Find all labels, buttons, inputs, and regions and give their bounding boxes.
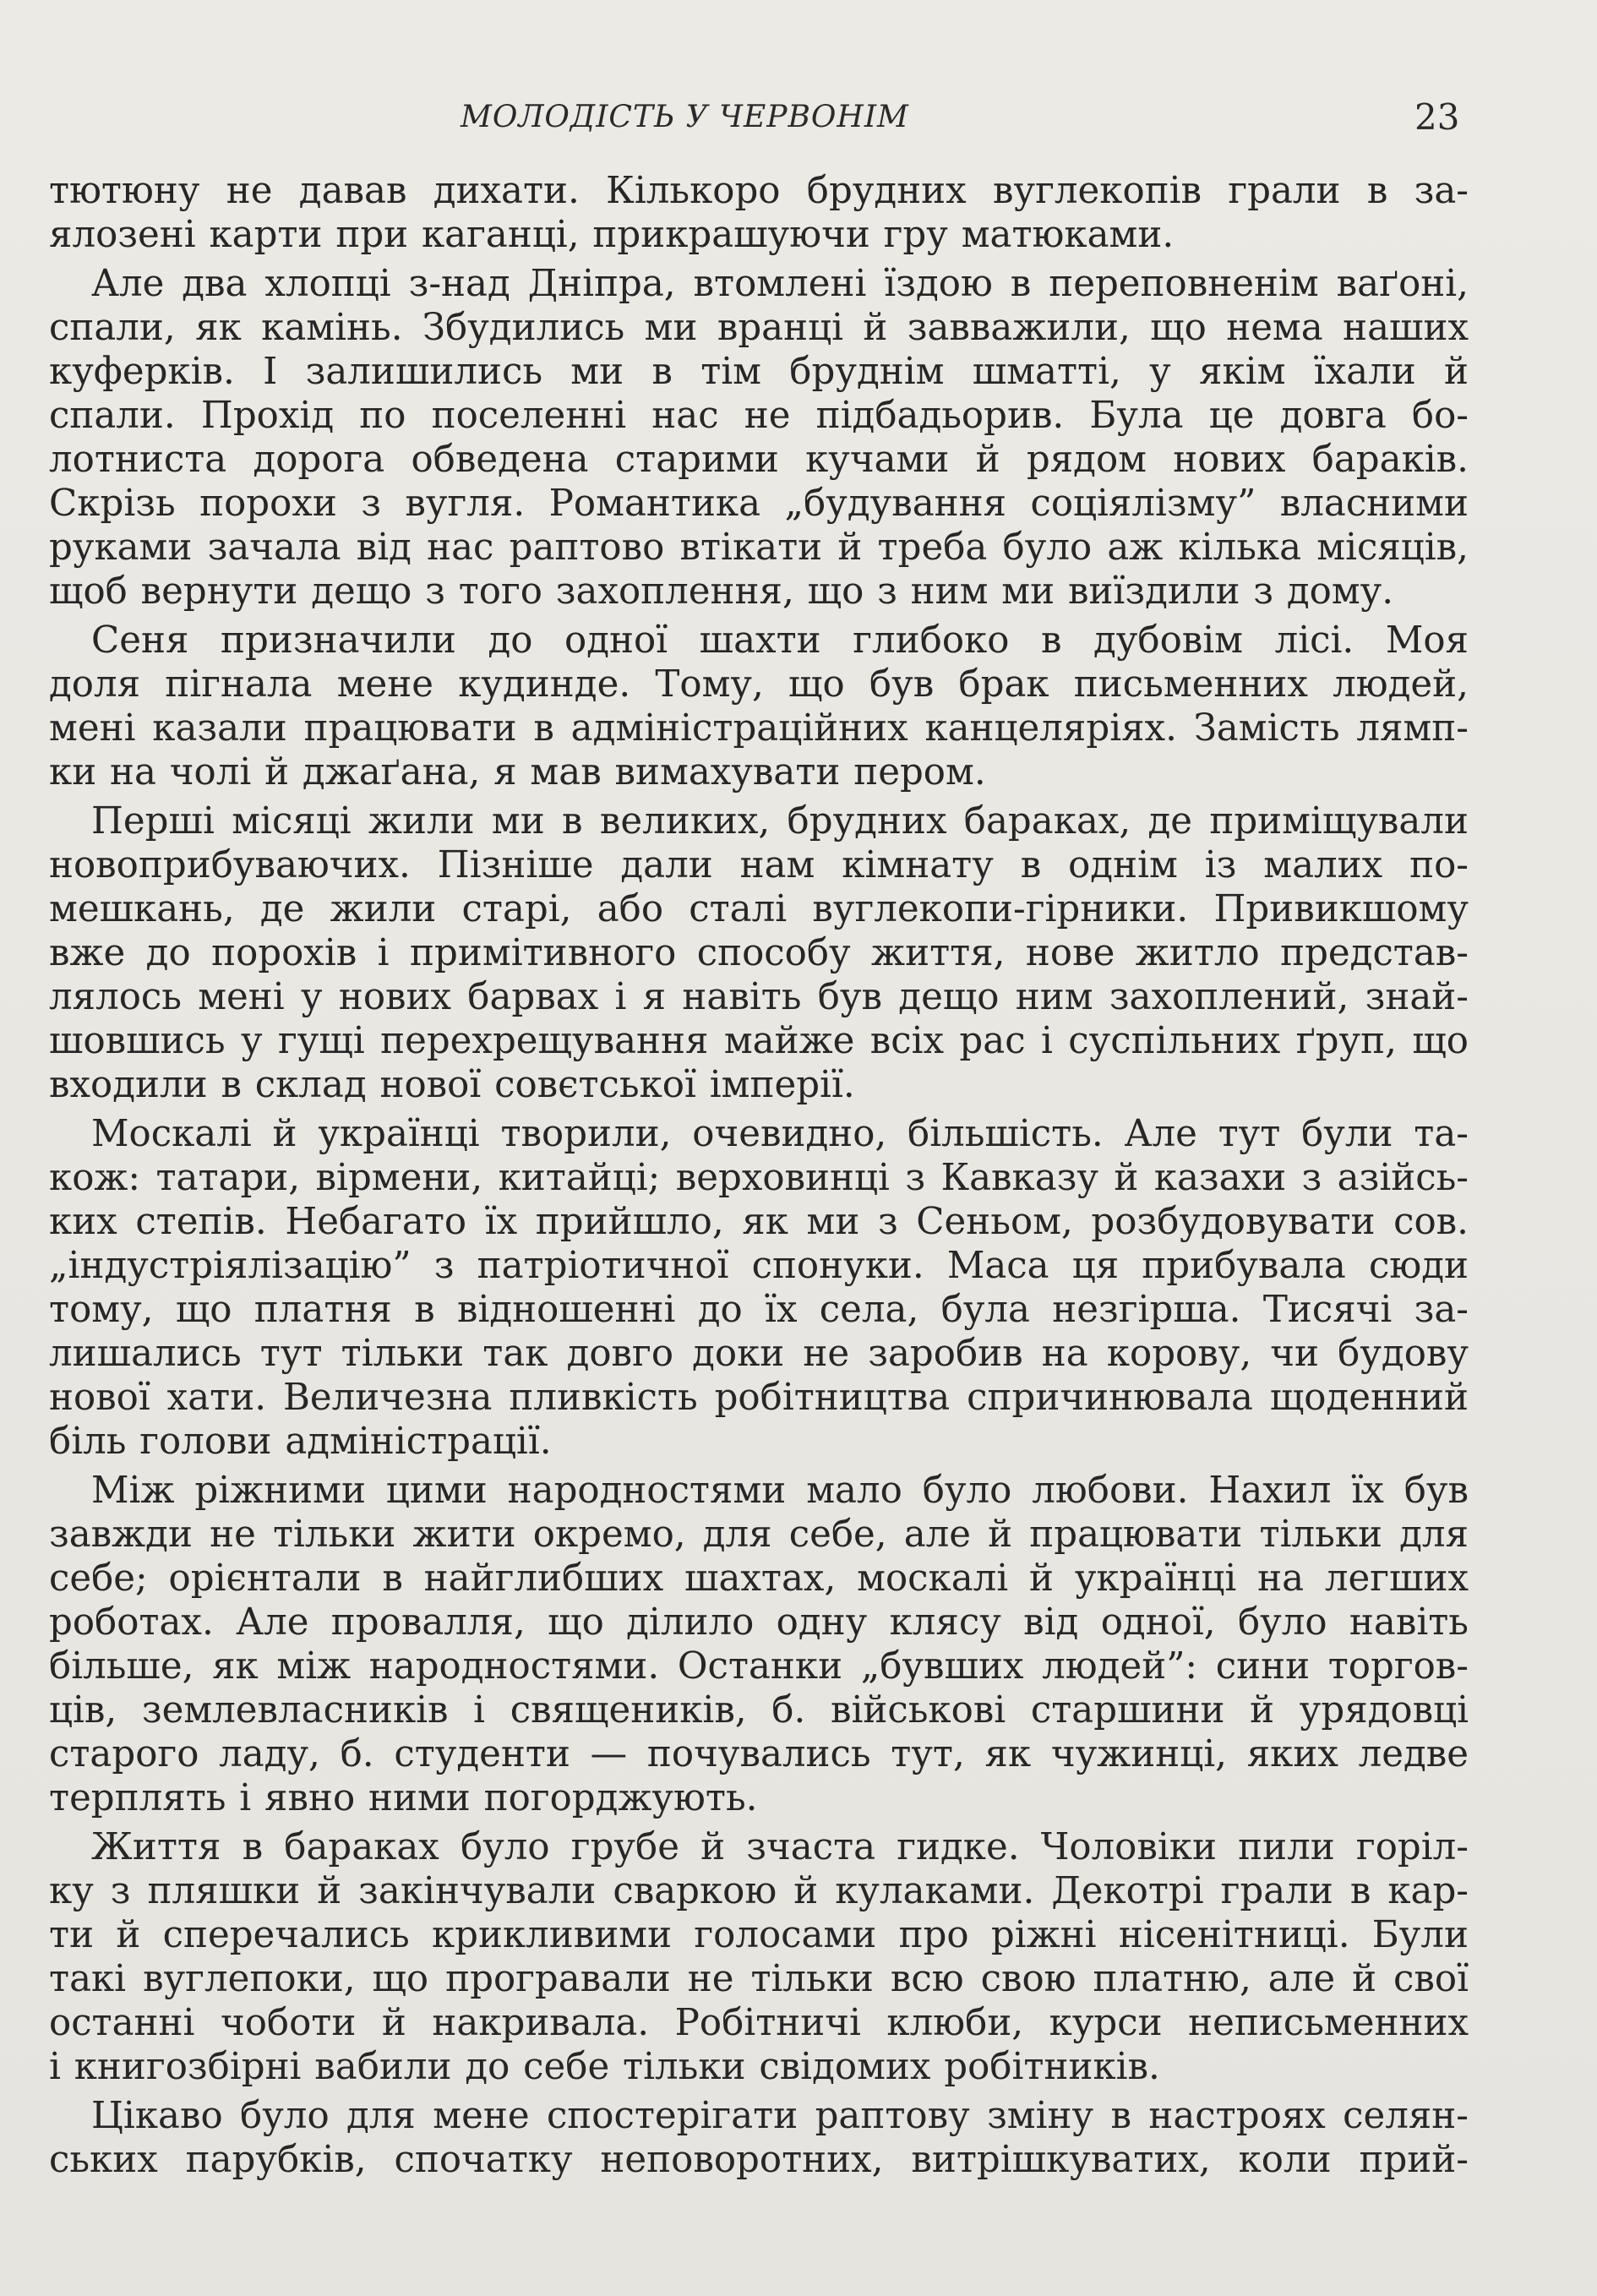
text-line: останні чоботи й накривала. Робітничі клюби, курси неписьменних [49,2002,1469,2044]
text-line: ців, землевласників і священиків, б. військові старшини й урядовці [49,1689,1469,1732]
text-line: „індустріялізацію” з патріотичної спонуки. Маса ця прибувала сюди [49,1245,1469,1287]
body-text [49,169,1469,2182]
text-line: новоприбуваючих. Пізніше дали нам кімнату в однім із малих по- [49,844,1469,886]
text-line: завжди не тільки жити окремо, для себе, але й працювати тільки для [49,1513,1469,1556]
text-line: ялозені карти при каганці, прикрашуючи гру матюками. [49,214,1175,256]
text-line: лишались тут тільки так довго доки не заробив на корову, чи будову [49,1333,1469,1375]
text-line: лотниста дорога обведена старими кучами й рядом нових бараків. [49,439,1469,481]
text-line: ських парубків, спочатку неповоротних, витрішкуватих, коли прий- [49,2139,1469,2181]
paragraph [49,1825,1469,2089]
text-line: мені казали працювати в адміністраційних канцеляріях. Замість лямп- [49,707,1469,750]
text-line: Цікаво було для мене спостерігати раптову зміну в настроях селян- [91,2095,1469,2137]
paragraph [49,619,1469,794]
text-line: біль голови адміністрації. [49,1421,552,1463]
text-line: Між ріжними цими народностями мало було любови. Нахил їх був [91,1470,1469,1512]
text-line: ку з пляшки й закінчували сваркою й кулаками. Декотрі грали в кар- [49,1870,1469,1912]
text-line: більше, як між народностями. Останки „бувших людей”: сини торгов- [49,1645,1469,1688]
text-line: Перші місяці жили ми в великих, брудних бараках, де приміщували [91,800,1469,843]
text-line: і книгозбірні вабили до себе тільки свідомих робітників. [49,2046,1160,2088]
text-line: Але два хлопці з-над Дніпра, втомлені їздою в переповненім ваґоні, [91,263,1469,305]
text-line: ки на чолі й джаґана, я мав вимахувати пером. [49,751,986,794]
text-line: кож: татари, вірмени, китайці; верховинці з Кавказу й казахи з азійсь- [49,1157,1469,1199]
running-title: МОЛОДІСТЬ У ЧЕРВОНІМ [461,100,909,134]
text-line: лялось мені у нових барвах і я навіть був дещо ним захоплений, знай- [49,976,1469,1018]
text-line: спали, як камінь. Збудились ми вранці й завважили, що нема наших [49,307,1469,349]
text-line: тютюну не давав дихати. Кількоро брудних вуглекопів грали в за- [49,170,1469,212]
paragraph [49,1112,1469,1464]
text-line: спали. Прохід по поселенні нас не підбадьорив. Була це довга бо- [49,395,1469,437]
text-line: старого ладу, б. студенти — почувались тут, як чужинці, яких ледве [49,1733,1469,1775]
text-line: вже до порохів і примітивного способу життя, нове житло представ- [49,932,1469,974]
text-line: шовшись у гущі перехрещування майже всіх рас і суспільних ґруп, що [49,1020,1469,1062]
paragraph [49,1469,1469,1820]
text-line: Життя в бараках було грубе й зчаста гидке. Чоловіки пили горіл- [91,1826,1469,1868]
text-line: щоб вернути дещо з того захоплення, що з ним ми виїздили з дому. [49,570,1394,613]
paragraph [49,262,1469,614]
text-line: нової хати. Величезна пливкість робітництва спричинювала щоденний [49,1377,1469,1419]
text-line: Москалі й українці творили, очевидно, більшість. Але тут були та- [91,1113,1469,1155]
text-line: терплять і явно ними погорджують. [49,1777,758,1819]
text-line: такі вуглепоки, що програвали не тільки всю свою платню, але й свої [49,1958,1469,2000]
page-number: 23 [1414,96,1460,138]
paragraph [49,2094,1469,2182]
paragraph [49,799,1469,1107]
text-line: входили в склад нової совєтської імперії. [49,1064,855,1106]
page-header [0,96,1597,150]
text-line: Скрізь порохи з вугля. Романтика „будування соціялізму” власними [49,483,1469,525]
text-line: себе; орієнтали в найглибших шахтах, москалі й українці на легших [49,1557,1469,1600]
text-line: куферків. І залишились ми в тім бруднім шматті, у якім їхали й [49,351,1469,393]
text-line: тому, що платня в відношенні до їх села, була незгірша. Тисячі за- [49,1289,1469,1331]
text-line: ких степів. Небагато їх прийшло, як ми з Сеньом, розбудовувати сов. [49,1201,1469,1243]
text-line: руками зачала від нас раптово втікати й треба було аж кілька місяців, [49,526,1469,569]
text-line: ти й сперечались крикливими голосами про ріжні нісенітниці. Були [49,1914,1469,1956]
text-line: роботах. Але провалля, що ділило одну клясу від одної, було навіть [49,1601,1469,1644]
paragraph [49,169,1469,257]
text-line: Сеня призначили до одної шахти глибоко в дубовім лісі. Моя [91,619,1469,662]
text-line: мешкань, де жили старі, або сталі вуглекопи-гірники. Привикшому [49,888,1469,930]
text-line: доля пігнала мене кудинде. Тому, що був брак письменних людей, [49,663,1469,706]
